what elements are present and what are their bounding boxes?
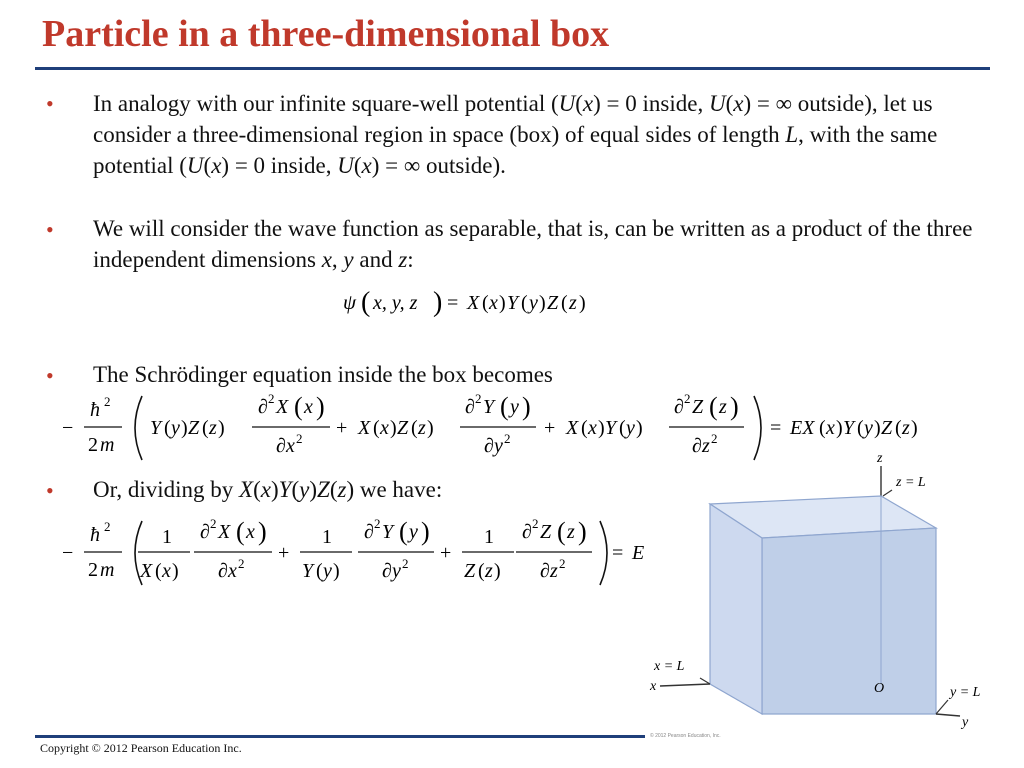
svg-text:=: = — [447, 292, 459, 314]
text-run: ( — [329, 477, 338, 502]
svg-text:2: 2 — [296, 431, 303, 446]
svg-text:EX: EX — [790, 417, 815, 439]
svg-text:2: 2 — [238, 556, 245, 571]
svg-text:Z: Z — [547, 292, 559, 314]
text-run: y — [343, 247, 354, 272]
z-axis-label: z — [877, 451, 883, 466]
bullet-marker: • — [46, 217, 54, 242]
text-run: U — [558, 91, 576, 116]
svg-text:(: ( — [561, 292, 568, 314]
svg-text:): ) — [218, 417, 225, 439]
svg-text:X: X — [467, 292, 480, 314]
svg-text:X: X — [140, 560, 153, 582]
svg-text:): ) — [579, 292, 586, 314]
svg-text:x: x — [588, 417, 597, 439]
svg-text:(: ( — [895, 417, 902, 439]
text-run: z — [337, 477, 347, 502]
text-run: Y — [278, 477, 292, 502]
svg-text:∂: ∂ — [522, 521, 532, 543]
svg-text:∂: ∂ — [382, 560, 392, 582]
svg-text:): ) — [578, 517, 587, 546]
bullet-marker: • — [46, 478, 54, 503]
x-axis-label: x — [650, 679, 657, 694]
svg-text:+: + — [544, 417, 556, 439]
svg-text:Z: Z — [881, 417, 893, 439]
text-run: x — [361, 153, 372, 178]
svg-text:∂: ∂ — [674, 396, 684, 418]
svg-text:2: 2 — [104, 394, 111, 409]
svg-text:(: ( — [202, 417, 209, 439]
svg-text:=: = — [770, 417, 782, 439]
svg-text:): ) — [539, 292, 546, 314]
svg-text:x: x — [826, 417, 835, 439]
y-axis-label: y — [962, 715, 969, 730]
bullet-dividing — [93, 474, 653, 505]
svg-text:2: 2 — [532, 516, 539, 531]
svg-text:(: ( — [373, 417, 380, 439]
text-run: X — [239, 477, 254, 502]
text-run: , with the same potential ( — [93, 122, 938, 178]
svg-text:(: ( — [411, 417, 418, 439]
y-eq-L-label: y = L — [950, 685, 981, 700]
svg-text:z: z — [550, 560, 558, 582]
text-run: ) we have: — [346, 477, 443, 502]
text-run: z — [398, 247, 408, 272]
svg-text:): ) — [421, 517, 430, 546]
svg-text:x: x — [380, 417, 389, 439]
text-run: ( — [725, 91, 734, 116]
svg-text:(: ( — [478, 560, 485, 582]
svg-text:∂: ∂ — [218, 560, 228, 582]
svg-text:Y: Y — [382, 521, 394, 543]
text-run: Z — [317, 477, 330, 502]
text-run: ) = 0 inside, — [593, 91, 709, 116]
text-run: ( — [291, 477, 300, 502]
svg-text:x: x — [228, 560, 237, 582]
svg-text:): ) — [258, 517, 267, 546]
text-run: We will consider the wave function as separable, that is, can be written as a product of the three independent dimensions — [93, 216, 973, 272]
svg-text:z: z — [569, 292, 577, 314]
origin-label: O — [874, 681, 885, 696]
text-run: ) = ∞ outside), let us consider a three-dimensional region in space (box) of equal sides of length — [93, 91, 933, 147]
text-run: ( — [575, 91, 583, 116]
svg-text:(: ( — [521, 292, 528, 314]
text-run: L — [785, 122, 799, 147]
svg-text:(: ( — [316, 560, 323, 582]
divided-equation — [60, 513, 680, 593]
svg-text:(: ( — [482, 292, 489, 314]
text-run: x — [211, 153, 222, 178]
svg-text:2: 2 — [88, 434, 98, 456]
bullet-schrodinger — [93, 359, 988, 390]
svg-text:z: z — [485, 560, 493, 582]
svg-text:X: X — [218, 521, 231, 543]
svg-text:+: + — [336, 417, 348, 439]
svg-text:−: − — [62, 417, 74, 439]
svg-text:Y: Y — [843, 417, 855, 439]
svg-text:Y: Y — [605, 417, 617, 439]
text-run: The Schrödinger equation inside the box becomes — [93, 362, 553, 387]
svg-text:): ) — [494, 560, 501, 582]
copyright-footer: Copyright © 2012 Pearson Education Inc. — [40, 741, 242, 755]
svg-text:x: x — [304, 396, 313, 418]
svg-text:Z: Z — [540, 521, 552, 543]
svg-text:): ) — [836, 417, 843, 439]
svg-text:Y: Y — [150, 417, 162, 439]
svg-text:2: 2 — [210, 516, 217, 531]
figure-watermark: © 2012 Pearson Education, Inc. — [650, 733, 721, 738]
svg-text:X: X — [358, 417, 371, 439]
svg-text:y: y — [409, 521, 418, 543]
svg-text:y: y — [323, 560, 332, 582]
svg-text:(: ( — [500, 392, 509, 421]
svg-text:(: ( — [581, 417, 588, 439]
svg-text:(: ( — [236, 517, 245, 546]
title-divider — [35, 67, 990, 70]
text-run: x — [321, 247, 332, 272]
svg-text:2: 2 — [475, 391, 482, 406]
svg-text:2: 2 — [268, 391, 275, 406]
svg-text:ħ: ħ — [90, 399, 100, 421]
svg-text:y: y — [392, 560, 401, 582]
svg-text:Z: Z — [188, 417, 200, 439]
svg-text:+: + — [440, 542, 452, 564]
text-run: In analogy with our infinite square-well potential ( — [93, 91, 559, 116]
text-run: U — [337, 153, 354, 178]
text-run: : — [407, 247, 414, 272]
box-figure — [640, 448, 1000, 738]
svg-text:∂: ∂ — [364, 521, 374, 543]
svg-text:−: − — [62, 542, 74, 564]
text-run: x — [260, 477, 271, 502]
svg-text:+: + — [278, 542, 290, 564]
svg-text:2: 2 — [88, 559, 98, 581]
text-run: ( — [353, 153, 362, 178]
svg-text:ψ: ψ — [343, 290, 357, 314]
svg-text:): ) — [427, 417, 434, 439]
text-run: ) = ∞ outside). — [371, 153, 506, 178]
svg-text:(: ( — [819, 417, 826, 439]
svg-text:∂: ∂ — [200, 521, 210, 543]
bullet-marker: • — [46, 363, 54, 388]
svg-text:(: ( — [399, 517, 408, 546]
svg-text:1: 1 — [484, 526, 494, 548]
svg-text:2: 2 — [374, 516, 381, 531]
svg-text:z: z — [702, 435, 710, 457]
slide-title: Particle in a three-dimensional box — [42, 13, 610, 55]
svg-text:m: m — [100, 559, 115, 581]
svg-text:X: X — [566, 417, 579, 439]
z-eq-L-label: z = L — [896, 475, 926, 490]
svg-text:y: y — [864, 417, 873, 439]
svg-text:z: z — [719, 396, 727, 418]
svg-text:2: 2 — [559, 556, 566, 571]
svg-text:ħ: ħ — [90, 524, 100, 546]
text-run: x — [582, 91, 594, 116]
svg-text:∂: ∂ — [484, 435, 494, 457]
svg-text:∂: ∂ — [258, 396, 268, 418]
svg-text:): ) — [874, 417, 881, 439]
svg-text:): ) — [911, 417, 918, 439]
svg-text:Z: Z — [397, 417, 409, 439]
svg-text:(: ( — [857, 417, 864, 439]
svg-text:m: m — [100, 434, 115, 456]
text-run: y — [299, 477, 310, 502]
svg-text:): ) — [522, 392, 531, 421]
svg-text:): ) — [730, 392, 739, 421]
svg-text:∂: ∂ — [276, 435, 286, 457]
svg-text:(: ( — [164, 417, 171, 439]
svg-text:(: ( — [619, 417, 626, 439]
text-run: ( — [253, 477, 261, 502]
svg-text:x: x — [286, 435, 295, 457]
text-run: x — [733, 91, 744, 116]
svg-text:Z: Z — [692, 396, 704, 418]
svg-text:): ) — [499, 292, 506, 314]
svg-text:x, y, z: x, y, z — [373, 292, 418, 314]
svg-text:(: ( — [709, 392, 718, 421]
text-run: ) = 0 inside, — [221, 153, 338, 178]
text-run: , — [331, 247, 344, 272]
svg-text:): ) — [433, 287, 443, 318]
svg-text:2: 2 — [104, 519, 111, 534]
svg-text:y: y — [510, 396, 519, 418]
svg-text:∂: ∂ — [465, 396, 475, 418]
svg-text:(: ( — [294, 392, 303, 421]
svg-text:1: 1 — [322, 526, 332, 548]
text-run: U — [186, 153, 204, 178]
svg-text:z: z — [418, 417, 426, 439]
svg-text:2: 2 — [504, 431, 511, 446]
svg-text:x: x — [246, 521, 255, 543]
svg-text:x: x — [162, 560, 171, 582]
svg-text:z: z — [902, 417, 910, 439]
svg-text:(: ( — [557, 517, 566, 546]
svg-text:Y: Y — [507, 292, 519, 314]
x-eq-L-label: x = L — [654, 659, 685, 674]
svg-text:∂: ∂ — [540, 560, 550, 582]
svg-text:y: y — [529, 292, 538, 314]
bullet-infinite-well — [93, 88, 988, 181]
svg-text:z: z — [567, 521, 575, 543]
svg-text:2: 2 — [684, 391, 691, 406]
svg-text:2: 2 — [711, 431, 718, 446]
svg-text:): ) — [172, 560, 179, 582]
svg-text:X: X — [276, 396, 289, 418]
svg-text:∂: ∂ — [692, 435, 702, 457]
svg-text:): ) — [316, 392, 325, 421]
svg-text:x: x — [489, 292, 498, 314]
bullet-marker: • — [46, 91, 54, 116]
separable-equation — [335, 283, 675, 327]
svg-text:1: 1 — [162, 526, 172, 548]
svg-text:): ) — [598, 417, 605, 439]
svg-text:y: y — [626, 417, 635, 439]
bullet-separable — [93, 213, 988, 275]
text-run: Or, dividing by — [93, 477, 240, 502]
text-run: U — [708, 91, 726, 116]
svg-text:y: y — [494, 435, 503, 457]
svg-text:z: z — [209, 417, 217, 439]
text-run: and — [353, 247, 399, 272]
text-run: ) — [309, 477, 318, 502]
svg-text:E: E — [632, 542, 645, 564]
footer-divider — [35, 735, 645, 738]
svg-text:=: = — [612, 542, 624, 564]
svg-text:): ) — [390, 417, 397, 439]
text-run: ( — [203, 153, 212, 178]
svg-text:): ) — [333, 560, 340, 582]
svg-text:): ) — [636, 417, 643, 439]
svg-text:2: 2 — [402, 556, 409, 571]
svg-text:Z: Z — [464, 560, 476, 582]
text-run: ) — [270, 477, 279, 502]
svg-text:(: ( — [155, 560, 162, 582]
svg-text:(: ( — [361, 287, 371, 318]
svg-text:Y: Y — [302, 560, 314, 582]
svg-text:y: y — [171, 417, 180, 439]
svg-text:): ) — [181, 417, 188, 439]
svg-text:Y: Y — [483, 396, 495, 418]
